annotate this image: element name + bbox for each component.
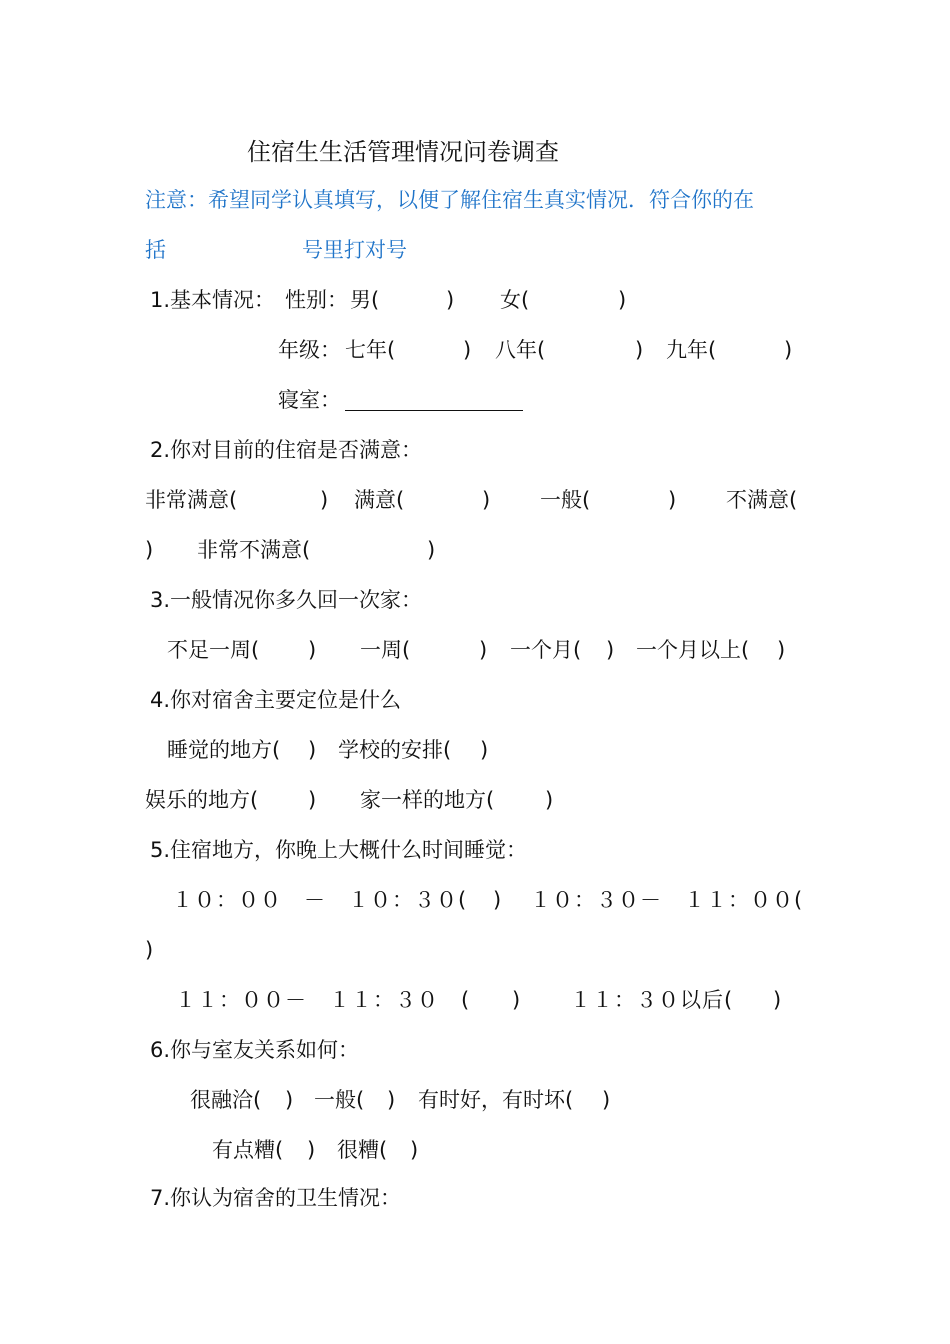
q6-option-very-bad-close: ) bbox=[410, 1138, 419, 1162]
q4-option-home-like[interactable]: 家一样的地方( bbox=[360, 788, 495, 812]
q4-option-sleep-place[interactable]: 睡觉的地方( bbox=[167, 738, 281, 762]
q7-stem: 7.你认为宿舍的卫生情况： bbox=[150, 1186, 402, 1210]
note-line-2-start: 括 bbox=[145, 238, 166, 262]
q5-option-after-1130-close: ) bbox=[773, 988, 782, 1012]
q5-option-1030-1100-close: ) bbox=[145, 938, 154, 962]
q6-stem: 6.你与室友关系如何： bbox=[150, 1038, 360, 1062]
q5-option-1100-1130[interactable]: １１：００－ １１：３０ ( bbox=[175, 988, 471, 1012]
q1-grade-label: 年级： bbox=[278, 338, 341, 362]
q6-option-sometimes[interactable]: 有时好，有时坏( bbox=[418, 1088, 574, 1112]
q4-option-entertainment[interactable]: 娱乐的地方( bbox=[145, 788, 259, 812]
q5-option-1000-1030[interactable]: １０：００ － １０：３０( bbox=[172, 888, 468, 912]
q2-option-neutral[interactable]: 一般( bbox=[540, 488, 591, 512]
q3-option-over-month-close: ) bbox=[777, 638, 786, 662]
q2-option-very-dissatisfied-close: ) bbox=[427, 538, 436, 562]
page-title: 住宿生生活管理情况问卷调查 bbox=[247, 138, 559, 166]
q3-option-one-week-close: ) bbox=[479, 638, 488, 662]
q6-option-harmonious[interactable]: 很融洽( bbox=[190, 1088, 262, 1112]
q6-option-very-bad[interactable]: 很糟( bbox=[337, 1138, 388, 1162]
q6-option-a-bit-bad-close: ) bbox=[307, 1138, 316, 1162]
q2-stem: 2.你对目前的住宿是否满意： bbox=[150, 438, 423, 462]
q6-option-sometimes-close: ) bbox=[602, 1088, 611, 1112]
q1-option-male-close: ) bbox=[446, 288, 455, 312]
q6-option-harmonious-close: ) bbox=[285, 1088, 294, 1112]
q6-option-average[interactable]: 一般( bbox=[314, 1088, 365, 1112]
q2-option-satisfied-close: ) bbox=[482, 488, 491, 512]
q3-option-less-than-week-close: ) bbox=[308, 638, 317, 662]
q1-option-grade8-close: ) bbox=[635, 338, 644, 362]
q5-option-1100-1130-close: ) bbox=[512, 988, 521, 1012]
q6-option-average-close: ) bbox=[387, 1088, 396, 1112]
q4-stem: 4.你对宿舍主要定位是什么 bbox=[150, 688, 402, 712]
q2-option-very-dissatisfied[interactable]: 非常不满意( bbox=[197, 538, 311, 562]
q2-option-neutral-close: ) bbox=[668, 488, 677, 512]
q6-option-a-bit-bad[interactable]: 有点糟( bbox=[212, 1138, 284, 1162]
q1-option-grade7[interactable]: 七年( bbox=[345, 338, 396, 362]
q4-option-home-like-close: ) bbox=[545, 788, 554, 812]
q1-gender-label: 性别： bbox=[285, 288, 348, 312]
q2-option-very-satisfied-close: ) bbox=[320, 488, 329, 512]
q5-option-after-1130[interactable]: １１：３０以后( bbox=[570, 988, 734, 1012]
q5-option-1000-1030-close: ) bbox=[493, 888, 502, 912]
q1-dorm-label: 寝室： bbox=[278, 388, 341, 412]
q1-dorm-blank[interactable] bbox=[345, 390, 523, 411]
q2-option-satisfied[interactable]: 满意( bbox=[354, 488, 405, 512]
q3-option-over-month[interactable]: 一个月以上( bbox=[636, 638, 750, 662]
q1-option-grade9[interactable]: 九年( bbox=[666, 338, 717, 362]
q3-option-one-week[interactable]: 一周( bbox=[360, 638, 411, 662]
q5-option-1030-1100[interactable]: １０：３０－ １１：００( bbox=[530, 888, 804, 912]
q1-option-female-close: ) bbox=[618, 288, 627, 312]
q4-option-school-arrangement[interactable]: 学校的安排( bbox=[338, 738, 452, 762]
q1-option-grade7-close: ) bbox=[463, 338, 472, 362]
q3-option-less-than-week[interactable]: 不足一周( bbox=[167, 638, 260, 662]
q1-option-grade8[interactable]: 八年( bbox=[495, 338, 546, 362]
q4-option-entertainment-close: ) bbox=[308, 788, 317, 812]
q5-stem: 5.住宿地方，你晚上大概什么时间睡觉： bbox=[150, 838, 528, 862]
q2-option-dissatisfied-close: ) bbox=[145, 538, 154, 562]
q1-option-female[interactable]: 女( bbox=[500, 288, 530, 312]
note-line-2-end: 号里打对号 bbox=[302, 238, 407, 262]
q2-option-dissatisfied[interactable]: 不满意( bbox=[726, 488, 798, 512]
q3-stem: 3.一般情况你多久回一次家： bbox=[150, 588, 423, 612]
q1-stem: 1.基本情况： bbox=[150, 288, 276, 312]
q1-option-grade9-close: ) bbox=[784, 338, 793, 362]
q3-option-one-month[interactable]: 一个月( bbox=[510, 638, 582, 662]
q2-option-very-satisfied[interactable]: 非常满意( bbox=[145, 488, 238, 512]
q4-option-sleep-place-close: ) bbox=[308, 738, 317, 762]
note-line-1: 注意：希望同学认真填写，以便了解住宿生真实情况．符合你的在 bbox=[145, 188, 754, 212]
q3-option-one-month-close: ) bbox=[606, 638, 615, 662]
q4-option-school-arrangement-close: ) bbox=[480, 738, 489, 762]
q1-option-male[interactable]: 男( bbox=[350, 288, 380, 312]
